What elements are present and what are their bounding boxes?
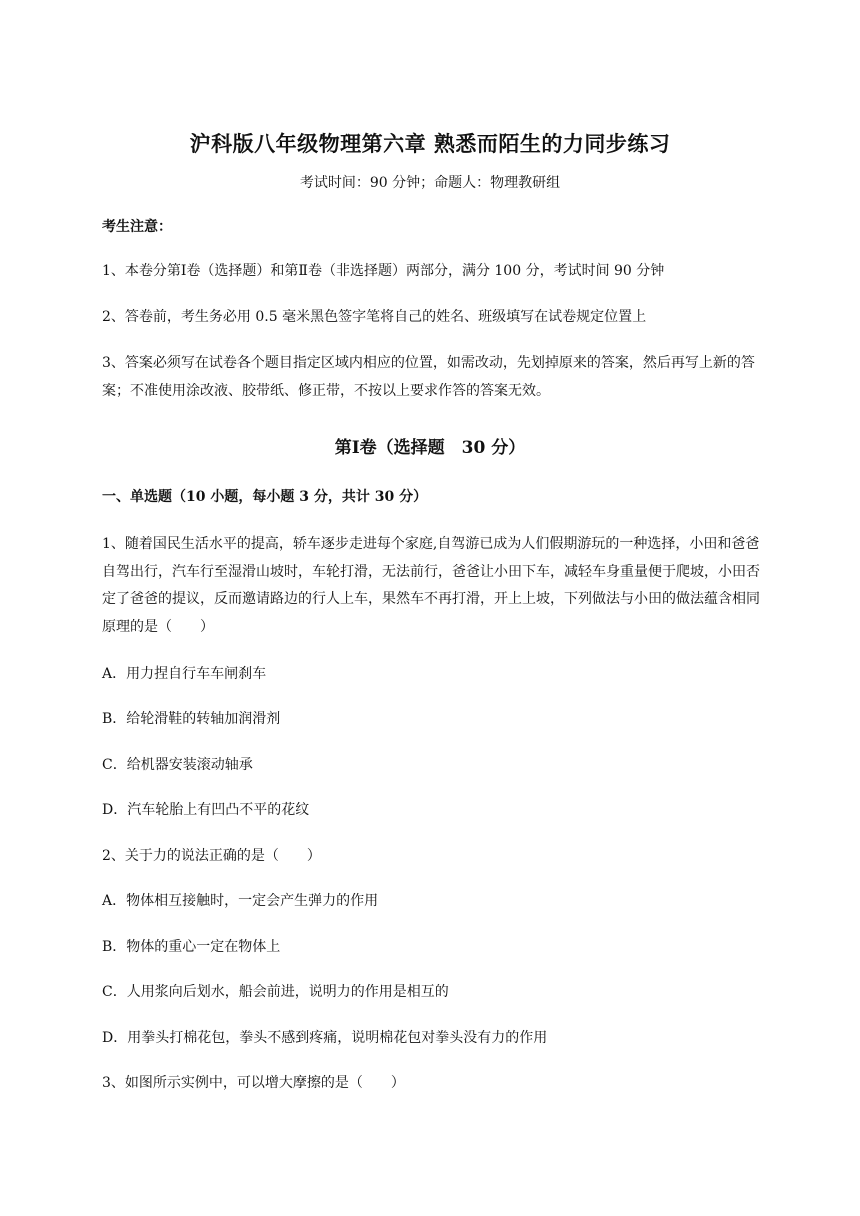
notice-heading: 考生注意： [102, 219, 172, 235]
notice-item: 3、答案必须写在试卷各个题目指定区域内相应的位置，如需改动，先划掉原来的答案，然后再写上新的答案；不准使用涂改液、胶带纸、修正带，不按以上要求作答的答案无效。 [102, 355, 755, 399]
question-stem: 1、随着国民生活水平的提高，轿车逐步走进每个家庭,自驾游已成为人们假期游玩的一种选择，小田和爸爸自驾出行，汽车行至湿滑山坡时，车轮打滑，无法前行，爸爸让小田下车，减轻车身重量便于爬坡，小田否定了爸爸的提议，反而邀请路边的行人上车，果然车不再打滑，开上上坡，下列做法与小田的做法蕴含相同原理的是（ ） [102, 536, 760, 635]
exam-info: 考试时间：90 分钟；命题人：物理教研组 [299, 175, 561, 191]
answer-option: D．用拳头打棉花包，拳头不感到疼痛，说明棉花包对拳头没有力的作用 [102, 1030, 548, 1046]
answer-option: A．物体相互接触时，一定会产生弹力的作用 [102, 893, 379, 909]
notice-item: 1、本卷分第Ⅰ卷（选择题）和第Ⅱ卷（非选择题）两部分，满分 100 分，考试时间 90 分钟 [102, 263, 665, 279]
answer-option: B．物体的重心一定在物体上 [102, 939, 281, 955]
answer-option: B．给轮滑鞋的转轴加润滑剂 [102, 711, 281, 727]
answer-option: C．人用浆向后划水，船会前进，说明力的作用是相互的 [102, 984, 449, 1000]
question-stem: 3、如图所示实例中，可以增大摩擦的是（ ） [102, 1075, 405, 1091]
document-title: 沪科版八年级物理第六章 熟悉而陌生的力同步练习 [189, 131, 671, 156]
answer-option: A．用力捏自行车车闸刹车 [102, 666, 267, 682]
answer-option: C．给机器安装滚动轴承 [102, 757, 253, 773]
question-stem: 2、关于力的说法正确的是（ ） [102, 848, 321, 864]
notice-item: 2、答卷前，考生务必用 0.5 毫米黑色签字笔将自己的姓名、班级填写在试卷规定位置上 [102, 309, 647, 325]
answer-option: D．汽车轮胎上有凹凸不平的花纹 [102, 802, 310, 818]
section-title: 第Ⅰ卷（选择题 30 分） [334, 438, 526, 458]
question-group-heading: 一、单选题（10 小题，每小题 3 分，共计 30 分） [102, 489, 428, 505]
